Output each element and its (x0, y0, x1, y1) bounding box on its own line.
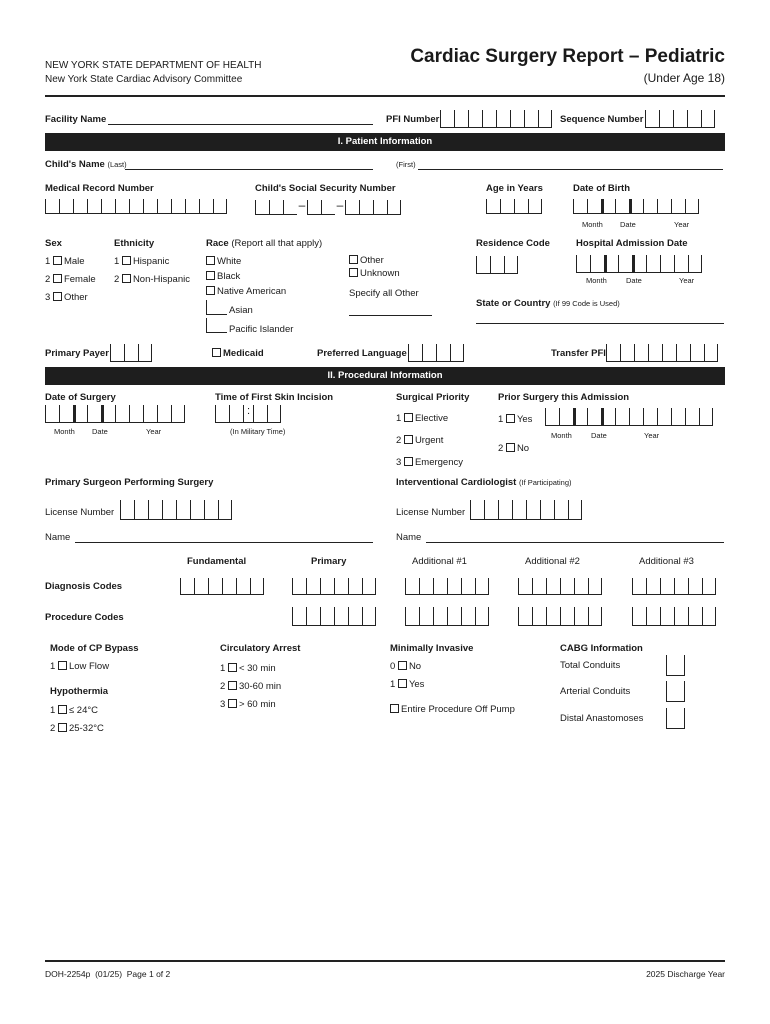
header-rule (45, 95, 725, 97)
sex-female[interactable]: 2 Female (45, 274, 96, 285)
arrest-label: Circulatory Arrest (220, 643, 301, 654)
checkbox-icon[interactable] (122, 256, 131, 265)
checkbox-icon[interactable] (53, 292, 62, 301)
sex-other[interactable]: 3 Other (45, 292, 88, 303)
residence-label: Residence Code (476, 238, 550, 249)
col-additional-2: Additional #2 (525, 556, 580, 567)
hypo-24[interactable]: 1 ≤ 24°C (50, 705, 99, 716)
prior-date: Date (591, 431, 607, 440)
admission-label: Hospital Admission Date (576, 238, 688, 249)
minimal-no-label: No (408, 661, 422, 672)
race-note: (Report all that apply) (231, 238, 323, 249)
facility-field[interactable] (108, 124, 373, 125)
eth-hispanic[interactable]: 1 Hispanic (114, 256, 170, 267)
col-fundamental: Fundamental (187, 556, 247, 567)
off-pump[interactable] (390, 704, 515, 715)
prior-month: Month (551, 431, 572, 440)
race-black-label: Black (217, 271, 241, 282)
cardiologist-label (396, 477, 572, 488)
state-text: State or Country (476, 298, 551, 309)
first-name-field[interactable] (418, 169, 723, 170)
cardio-name-field[interactable] (426, 542, 724, 543)
priority-emergency[interactable]: 3 Emergency (396, 457, 463, 468)
dob-year: Year (674, 220, 690, 229)
checkbox-icon[interactable] (349, 268, 358, 277)
surgeon-license-label: License Number (45, 507, 115, 518)
payer-boxes[interactable] (110, 344, 152, 362)
discharge-year: 2025 Discharge Year (646, 969, 725, 979)
form-subtitle: (Under Age 18) (643, 71, 725, 85)
date-surgery-boxes[interactable] (45, 405, 185, 423)
proc-add3[interactable] (632, 607, 716, 626)
surgeon-label: Primary Surgeon Performing Surgery (45, 477, 214, 488)
ethnicity-label: Ethnicity (114, 238, 155, 249)
military-note: (In Military Time) (230, 427, 286, 436)
footer-rule (45, 960, 725, 962)
child-name-text: Child's Name (45, 159, 105, 170)
cabg-label: CABG Information (560, 643, 643, 654)
prior-no[interactable]: 2 No (498, 443, 530, 454)
race-white[interactable] (206, 256, 241, 267)
sex-male-label: Male (63, 256, 85, 267)
arrest-lt30-label: < 30 min (238, 663, 276, 674)
adm-year: Year (679, 276, 695, 285)
checkbox-icon[interactable] (390, 704, 399, 713)
surgeon-license-boxes[interactable] (120, 500, 232, 520)
specify-other-field[interactable] (349, 315, 432, 316)
eth-nonhispanic-label: Non-Hispanic (132, 274, 190, 285)
checkbox-icon[interactable] (506, 443, 515, 452)
priority-urgent-label: Urgent (414, 435, 444, 446)
sequence-label: Sequence Number (560, 114, 644, 125)
diag-fundamental[interactable] (180, 578, 264, 595)
child-name-label (45, 159, 127, 170)
arrest-30-60[interactable]: 2 30-60 min (220, 681, 282, 692)
priority-emergency-label: Emergency (414, 457, 463, 468)
surg-date: Date (92, 427, 108, 436)
bypass-label: Mode of CP Bypass (50, 643, 139, 654)
section-1-header: I. Patient Information (45, 133, 725, 151)
sex-male[interactable]: 1 Male (45, 256, 85, 267)
hypo-25-32[interactable]: 2 25-32°C (50, 723, 104, 734)
race-label (206, 238, 322, 249)
section-2-header: II. Procedural Information (45, 367, 725, 385)
pfi-label: PFI Number (386, 114, 440, 125)
distal-anastomoses-box[interactable] (666, 708, 685, 729)
arterial-conduits-label: Arterial Conduits (560, 686, 631, 697)
hypo-25-32-label: 25-32°C (68, 723, 104, 734)
checkbox-icon[interactable] (53, 256, 62, 265)
checkbox-icon[interactable] (122, 274, 131, 283)
minimal-yes-label: Yes (408, 679, 425, 690)
off-pump-label: Entire Procedure Off Pump (401, 704, 515, 715)
prior-yes-label: Yes (516, 414, 533, 425)
surgeon-name-label: Name (45, 532, 71, 543)
checkbox-icon[interactable] (228, 681, 237, 690)
sex-other-label: Other (63, 292, 88, 303)
proc-primary[interactable] (292, 607, 376, 626)
proc-add1[interactable] (405, 607, 489, 626)
race-text: Race (206, 238, 229, 249)
diag-add2[interactable] (518, 578, 602, 595)
mrn-boxes[interactable] (45, 199, 227, 214)
total-conduits-box[interactable] (666, 655, 685, 676)
total-conduits-label: Total Conduits (560, 660, 621, 671)
residence-boxes[interactable] (476, 256, 518, 274)
dept-name: NEW YORK STATE DEPARTMENT OF HEALTH (45, 60, 262, 71)
arrest-gt60[interactable]: 3 > 60 min (220, 699, 276, 710)
ssn-boxes[interactable]: – – (255, 199, 401, 215)
race-unknown[interactable] (349, 268, 400, 279)
low-flow-label: Low Flow (68, 661, 110, 672)
medicaid[interactable] (212, 348, 264, 359)
checkbox-icon[interactable] (58, 723, 67, 732)
prior-date-boxes[interactable] (545, 408, 713, 426)
skin-incision-boxes[interactable]: : (215, 405, 281, 423)
cardiologist-note: (If Participating) (519, 478, 572, 487)
footer-left (45, 969, 170, 979)
sequence-boxes[interactable] (645, 110, 715, 128)
low-flow[interactable]: 1 Low Flow (50, 661, 110, 672)
priority-urgent[interactable]: 2 Urgent (396, 435, 444, 446)
adm-month: Month (586, 276, 607, 285)
payer-label: Primary Payer (45, 348, 109, 359)
eth-nonhispanic[interactable]: 2 Non-Hispanic (114, 274, 190, 285)
race-native-label: Native American (217, 286, 287, 297)
diag-primary[interactable] (292, 578, 376, 595)
arterial-conduits-box[interactable] (666, 681, 685, 702)
race-white-label: White (217, 256, 242, 267)
diag-add3[interactable] (632, 578, 716, 595)
page-number: Page 1 of 2 (126, 969, 171, 979)
transfer-boxes[interactable] (606, 344, 718, 362)
surg-month: Month (54, 427, 75, 436)
prior-year: Year (644, 431, 660, 440)
race-black[interactable] (206, 271, 240, 282)
minimal-label: Minimally Invasive (390, 643, 474, 654)
minimal-no[interactable]: 0 No (390, 661, 422, 672)
hypo-24-label: ≤ 24°C (68, 705, 99, 716)
cardio-name-label: Name (396, 532, 422, 543)
diag-add1[interactable] (405, 578, 489, 595)
form-number: DOH-2254p (45, 969, 91, 979)
diagnosis-label: Diagnosis Codes (45, 581, 123, 592)
state-field[interactable] (476, 323, 724, 324)
pfi-boxes[interactable] (440, 110, 552, 128)
language-boxes[interactable] (408, 344, 464, 362)
medicaid-label: Medicaid (223, 348, 264, 359)
transfer-label: Transfer PFI (551, 348, 606, 359)
first-note: (First) (396, 160, 416, 169)
procedure-label: Procedure Codes (45, 612, 124, 623)
dob-label: Date of Birth (573, 183, 630, 194)
checkbox-icon[interactable] (58, 705, 67, 714)
surgeon-name-field[interactable] (75, 542, 373, 543)
col-additional-3: Additional #3 (639, 556, 694, 567)
form-title: Cardiac Surgery Report – Pediatric (410, 46, 725, 67)
arrest-lt30[interactable]: 1 < 30 min (220, 663, 276, 674)
admission-boxes[interactable] (576, 255, 702, 273)
dob-date: Date (620, 220, 636, 229)
dob-boxes[interactable] (573, 199, 699, 214)
prior-no-label: No (516, 443, 530, 454)
priority-elective[interactable]: 1 Elective (396, 413, 449, 424)
age-label: Age in Years (486, 183, 543, 194)
arrest-30-60-label: 30-60 min (238, 681, 282, 692)
sex-female-label: Female (63, 274, 96, 285)
last-note: (Last) (107, 160, 127, 169)
hypothermia-label: Hypothermia (50, 686, 109, 697)
sex-label: Sex (45, 238, 62, 249)
race-asian-label: Asian (229, 305, 253, 316)
arrest-gt60-label: > 60 min (238, 699, 276, 710)
checkbox-icon[interactable] (404, 435, 413, 444)
adm-date: Date (626, 276, 642, 285)
state-note: (If 99 Code is Used) (553, 299, 620, 308)
last-name-field[interactable] (125, 169, 373, 170)
committee-name: New York State Cardiac Advisory Committee (45, 74, 243, 85)
col-additional-1: Additional #1 (412, 556, 467, 567)
checkbox-icon[interactable] (404, 457, 413, 466)
prior-surgery-label: Prior Surgery this Admission (498, 392, 630, 403)
ssn-label: Child's Social Security Number (255, 183, 396, 194)
col-primary: Primary (311, 556, 347, 567)
facility-label: Facility Name (45, 114, 107, 125)
checkbox-icon[interactable] (404, 413, 413, 422)
surg-year: Year (146, 427, 162, 436)
specify-other-label: Specify all Other (349, 288, 419, 299)
checkbox-icon[interactable] (506, 414, 515, 423)
checkbox-icon[interactable] (53, 274, 62, 283)
cardio-license-boxes[interactable] (470, 500, 582, 520)
date-surgery-label: Date of Surgery (45, 392, 116, 403)
race-native[interactable] (206, 286, 286, 297)
race-other[interactable] (349, 255, 384, 266)
cardiologist-text: Interventional Cardiologist (396, 477, 517, 488)
checkbox-icon[interactable] (398, 661, 407, 670)
race-pacific-box[interactable] (206, 318, 227, 333)
prior-yes[interactable]: 1 Yes (498, 414, 533, 425)
checkbox-icon[interactable] (212, 348, 221, 357)
skin-incision-label: Time of First Skin Incision (215, 392, 334, 403)
distal-anastomoses-label: Distal Anastomoses (560, 713, 644, 724)
state-label (476, 298, 620, 309)
eth-hispanic-label: Hispanic (132, 256, 170, 267)
race-other-label: Other (360, 255, 384, 266)
proc-add2[interactable] (518, 607, 602, 626)
cardio-license-label: License Number (396, 507, 466, 518)
checkbox-icon[interactable] (206, 256, 215, 265)
form-revision: (01/25) (95, 969, 123, 979)
checkbox-icon[interactable] (206, 271, 215, 280)
priority-label: Surgical Priority (396, 392, 470, 403)
age-boxes[interactable] (486, 199, 542, 214)
checkbox-icon[interactable] (349, 255, 358, 264)
mrn-label: Medical Record Number (45, 183, 154, 194)
race-pacific-label: Pacific Islander (229, 324, 294, 335)
race-asian-box[interactable] (206, 300, 227, 315)
language-label: Preferred Language (317, 348, 407, 359)
checkbox-icon[interactable] (58, 661, 67, 670)
minimal-yes[interactable]: 1 Yes (390, 679, 425, 690)
checkbox-icon[interactable] (228, 663, 237, 672)
dob-month: Month (582, 220, 603, 229)
checkbox-icon[interactable] (228, 699, 237, 708)
priority-elective-label: Elective (414, 413, 449, 424)
checkbox-icon[interactable] (206, 286, 215, 295)
race-unknown-label: Unknown (360, 268, 400, 279)
checkbox-icon[interactable] (398, 679, 407, 688)
